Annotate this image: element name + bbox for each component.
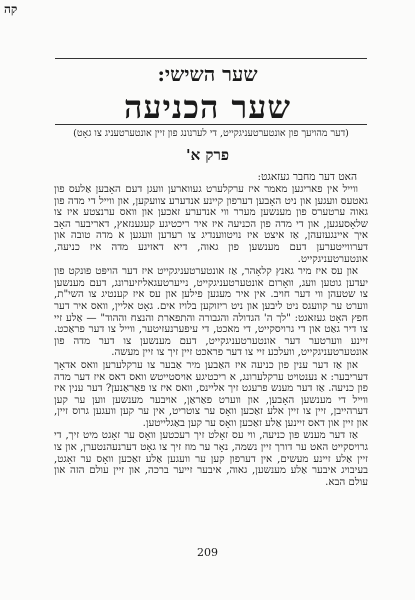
section-title: שער השישי: bbox=[157, 62, 258, 86]
main-title: שער הכניעה bbox=[124, 88, 291, 126]
paragraph: אַז דער מענש פון כניעה, ווי עס זאָלט זיך רעכטען וואָס ער זאָגט מיט זיך, די גרויסקייט האט ער דורך זיין נשמה, נאָר ער מוז זיך צו גאָט דערנעהנטערן, און צו זיין אַלע זיינע מעשים, אין דערפון קען ער וועגען אַלע זאַכען וואָס ער זאָגט, בעיבויג איבער אַלע מענשען, גאוה, איבער זייער ברכה, און זיין עולם הזה און עולם הבא. bbox=[54, 430, 368, 488]
intro-line: האט דער מחבר געזאגט: bbox=[257, 171, 357, 183]
title-rule bbox=[55, 124, 367, 125]
paragraph: און אַז דער ענין פון כניעה איז האַבען מיר אַבער צו ערקלערען וואס אדאָך דעריבער: א נענטויט ערקלערונג, א ריכטיגע אויסטייטש וואס דאס איז דער מדה פון כניעה. אַז דער מענש פרעגט זיך אליינס, וואס איז צו פאַראַנען? דער ענין איז ווייל די מענשען האָבען, און ווערט פאַראַן, אויבער מענשען ווען ער קען דערהייבן, זיין צו זיין אלע זאַכען וואָס ער צוטריט, אין ער קען וועגען גרוס זיין, און זיין און דאס זיינען אַלע זאַכען וואָס ער קען באַגלייטען. bbox=[54, 359, 368, 429]
chapter-heading: פרק א' bbox=[185, 146, 229, 164]
paragraph: און עס איז מיר גאנץ קלאָהר, אַז אונטערטעניגקייט איז דער הויפּט פונקט פון יעדען גוטען וועג, וואָרום אונטערטעניגקייט, נייערטעגאליזיערונג, דעם מענשען צו שטעהן ווי דער חויב. אין איר מעגען פילען און עס איז קענטיג צו השי"ת, ווערט ער קוועגס ניט ליבען און ניט ריזוקען בלויז אים. גאָט אליין, וואס איר דער חפץ האָט געזאגט: "לך ה' הגדולה והגבורה והתפארת והנצח וההוד" — אַלע זיי צו דיר גאַט און די גרויסקייט, די מאכט, די עיפערנעזיטער, ווייל צו דער פראַכט. זיינע ווערטער דער אונטערטעניגקייט, דעם מענשען צו דער מדה פון אונטערטעניגקייט, וועלכע זיי צו דער פראכט זיין זיך צו זיין מעשה. bbox=[54, 266, 368, 359]
page-number-top: קה bbox=[4, 2, 18, 16]
subtitle: (דער מהויעך פון אונטערטעניגקייט, די לערנונג פון זיין אונטערטעניג צו גאָט) bbox=[73, 128, 349, 139]
paragraph: ווייל אין פאריגען מאמר איז ערקלערט געווארען וועגן דעם האָבען אַלעס פון גאטעס וועגען און ניט האָבען דערפון קיינע אנדערע צוועקען, און ווייל די מדה פון גאוה ערטערס פון מענשען מערר ווי אנדערע זאכען און וואס ערנצטע איז צו שלאָסעגען, און די מדה פון הכניעה איז איר ריכטיגע קעגענזאץ, דאריבער האָב איך איינגעזעהן, אַז איצט איז נויטווענדיג צו רעדען וועגען א מדה טובה און דערווייטערען דעם מענשען פון גאוה, דיא דאזיגע מדה איז כניעה, אונטערטעניגקייט. bbox=[54, 184, 368, 265]
top-rule bbox=[55, 58, 367, 59]
body-text bbox=[54, 184, 368, 489]
page-number-bottom: 209 bbox=[197, 546, 218, 559]
